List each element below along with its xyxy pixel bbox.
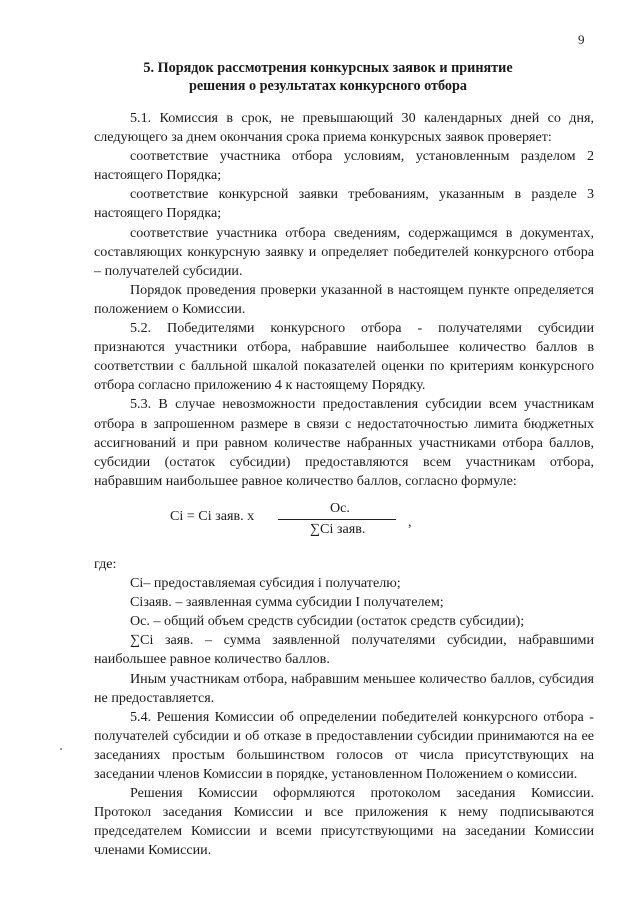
body-block-1 [94, 109, 594, 491]
definition-sum-ci: ∑Ci заяв. – сумма заявленной получателями субсидии, набравшими наибольшее равное количество баллов. [94, 632, 594, 668]
definition-ci-zayav: Ciзаяв. – заявленная сумма субсидии I получателем; [130, 594, 444, 611]
paragraph-5-3: 5.3. В случае невозможности предоставления субсидии всем участникам отбора в запрошенном размере в связи с недостаточностью лимита бюджетных ассигнований и при равном количестве набранных участниками отбора баллов, субсидии (остаток субсидии) предоставляются всем участникам отбора, набравшим наибольшее равное количество баллов, согласно формуле: [94, 396, 594, 489]
section-title-line-2: решения о результатах конкурсного отбора [188, 78, 468, 94]
paragraph-5-1: 5.1. Комиссия в срок, не превышающий 30 календарных дней со дня, следующего за днем окончания срока приема конкурсных заявок проверяет: [94, 110, 594, 146]
paragraph-procedure: Порядок проведения проверки указанной в настоящем пункте определяется положением о Комиссии. [94, 281, 594, 317]
formula-denominator: ∑Ci заяв. [310, 521, 366, 537]
body-block-2 [94, 555, 594, 861]
page-number: 9 [578, 32, 585, 47]
section-title-line-1: 5. Порядок рассмотрения конкурсных заявок и принятие [143, 60, 513, 76]
paragraph-protocol: Решения Комиссии оформляются протоколом заседания Комиссии. Протокол заседания Комиссии и все приложения к нему подписываются председателем Комиссии и всеми присутствующими на заседании Комиссии членами Комиссии. [94, 785, 594, 859]
formula-lhs: Ci = Ci заяв. x [170, 508, 255, 524]
definition-ci: Ci– предоставляемая субсидия i получателю; [130, 575, 401, 592]
paragraph-others: Иным участникам отбора, набравшим меньшее количество баллов, субсидия не предоставляется. [94, 670, 594, 706]
paragraph-5-2: 5.2. Победителями конкурсного отбора - получателями субсидии признаются участники отбора, набравшие наибольшее количество баллов в соответствии с балльной шкалой показателей оценки по критериям конкурсного отбора согласно приложению 4 к настоящему Порядку. [94, 320, 594, 394]
paragraph-5-4: 5.4. Решения Комиссии об определении победителей конкурсного отбора - получателей субсидии и об отказе в предоставлении субсидии принимаются на ее заседаниях простым большинством голосов от числа присутствующих на заседании членов Комиссии в порядке, установленном Положением о комиссии. [94, 708, 594, 783]
margin-speck [60, 748, 62, 750]
section-title [60, 59, 596, 95]
formula-numerator: Ос. [330, 500, 350, 516]
formula-fraction-bar [278, 519, 396, 520]
paragraph-check-2: соответствие конкурсной заявки требованиям, указанным в разделе 3 настоящего Порядка; [94, 186, 594, 222]
where-label: где: [94, 556, 117, 572]
definition-os: Ос. – общий объем средств субсидии (остаток средств субсидии); [130, 613, 525, 630]
formula [170, 498, 440, 544]
formula-comma: , [408, 514, 412, 530]
paragraph-check-3: соответствие участника отбора сведениям, содержащимся в документах, составляющих конкурсную заявку и определяет победителей конкурсного отбора – получателей субсидии. [94, 224, 594, 279]
paragraph-check-1: соответствие участника отбора условиям, установленным разделом 2 настоящего Порядка; [94, 148, 594, 184]
